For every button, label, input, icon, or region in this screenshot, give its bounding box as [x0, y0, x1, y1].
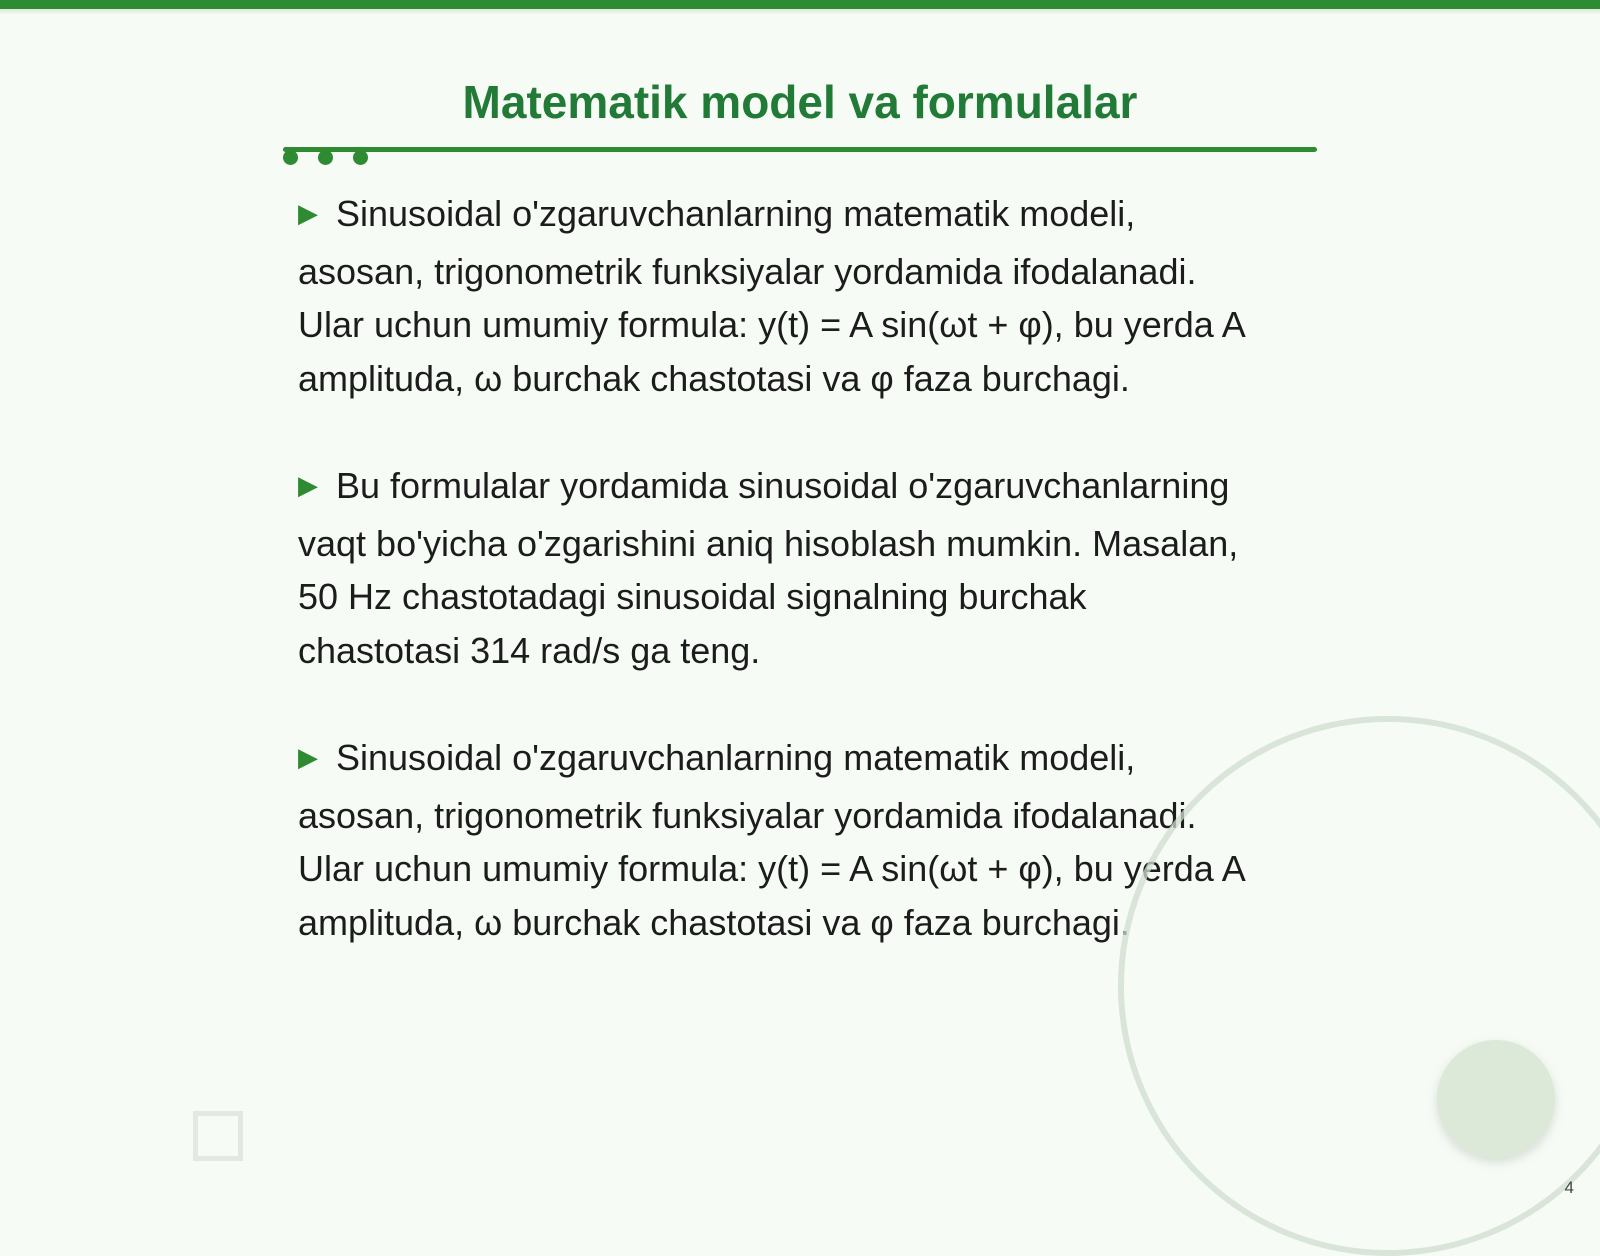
bullet-item-2 [298, 459, 1258, 677]
page-number: 4 [1564, 1178, 1574, 1197]
title-dot-2 [318, 150, 333, 165]
triangle-right-icon: ▶ [298, 198, 318, 228]
bullet-text-2: Bu formulalar yordamida sinusoidal o'zgaruvchanlarning vaqt bo'yicha o'zgarishini aniq hisoblash mumkin. Masalan, 50 Hz chastotadagi sinusoidal signalning burchak chastotasi 314 rad/s ga teng. [298, 465, 1239, 671]
top-accent-bar [0, 0, 1600, 9]
decorative-square [193, 1111, 243, 1161]
triangle-right-icon: ▶ [298, 470, 318, 500]
slide-content [298, 187, 1258, 1003]
bullet-text-3: Sinusoidal o'zgaruvchanlarning matematik modeli, asosan, trigonometrik funksiyalar yordamida ifodalanadi. Ular uchun umumiy formula: y(t) = A sin(ωt + φ), bu yerda A amplituda, ω burchak chastotasi va φ faza burchagi. [298, 737, 1244, 943]
title-dot-3 [353, 150, 368, 165]
bullet-item-1 [298, 187, 1258, 405]
triangle-right-icon: ▶ [298, 742, 318, 772]
bullet-item-3 [298, 731, 1258, 949]
bullet-text-1: Sinusoidal o'zgaruvchanlarning matematik modeli, asosan, trigonometrik funksiyalar yordamida ifodalanadi. Ular uchun umumiy formula: y(t) = A sin(ωt + φ), bu yerda A amplituda, ω burchak chastotasi va φ faza burchagi. [298, 193, 1244, 399]
title-underline [283, 147, 1317, 152]
slide-title: Matematik model va formulalar [462, 76, 1138, 128]
decorative-circle [1437, 1040, 1555, 1158]
title-dot-1 [283, 150, 298, 165]
top-accent-bar-shadow [0, 9, 1600, 15]
